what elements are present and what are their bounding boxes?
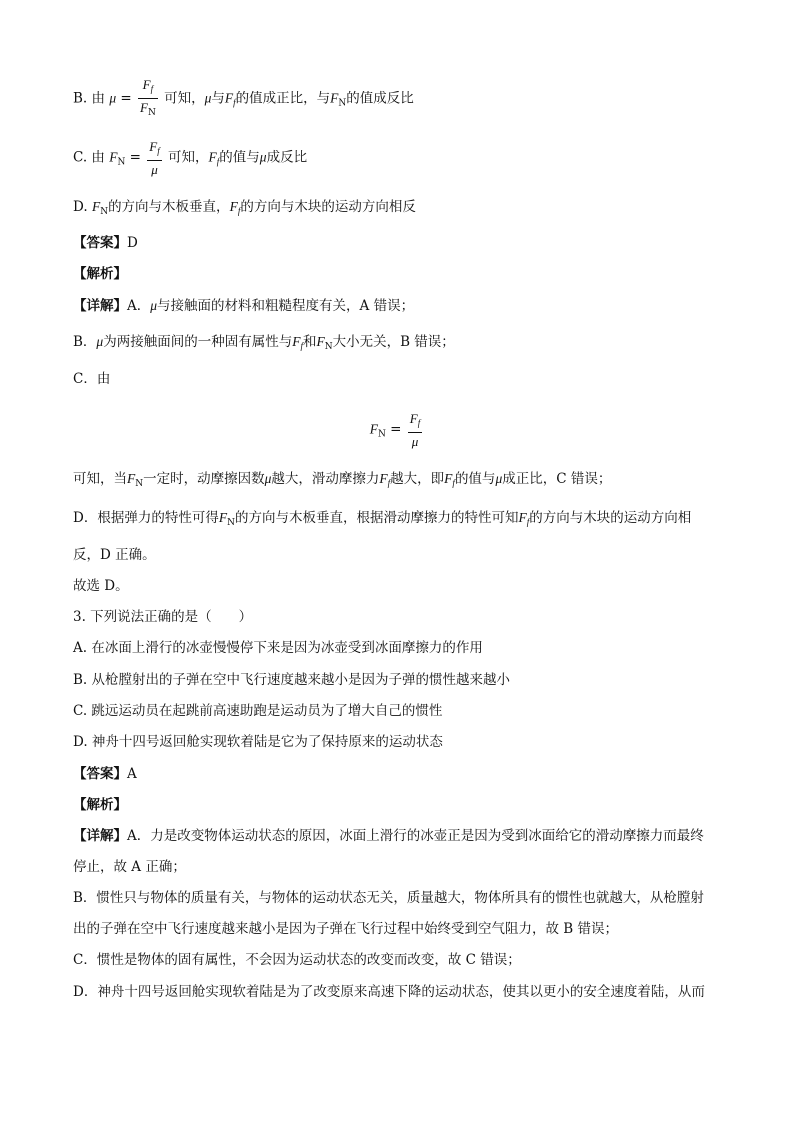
q3-detail-d: D．神舟十四号返回舱实现软着陆是为了改变原来高速下降的运动状态，使其以更小的安全速度着陆，从而	[73, 984, 705, 1000]
q3-analysis-heading: 【解析】	[73, 797, 127, 813]
q3-detail-a: 【详解】A．力是改变物体运动状态的原因，冰面上滑行的冰壶正是因为受到冰面给它的滑动摩擦力而最终	[73, 828, 704, 844]
q3-detail-b: B．惯性只与物体的质量有关，与物体的运动状态无关，质量越大，物体所具有的惯性也就越大，从枪膛射	[73, 890, 704, 906]
fraction-ff-over-fn: $\frac{F_f}{F_N}$	[140, 77, 156, 118]
q2-detail-b: B．μ为两接触面间的一种固有属性与$F_f$和$F_N$大小无关，B 错误；	[73, 334, 455, 352]
q3-option-d: D. 神舟十四号返回舱实现软着陆是它为了保持原来的运动状态	[73, 734, 443, 750]
q2-analysis-heading: 【解析】	[73, 266, 127, 282]
q3-stem: 3. 下列说法正确的是（ ）	[73, 609, 253, 625]
q2-detail-a: 【详解】A．μ与接触面的材料和粗糙程度有关，A 错误；	[73, 298, 415, 314]
fraction-formula: $\frac{F_f}{\mu}$	[409, 411, 421, 449]
q2-conclusion: 故选 D。	[73, 578, 129, 594]
q3-option-c: C. 跳远运动员在起跳前高速助跑是运动员为了增大自己的惯性	[73, 703, 443, 719]
option-b: B. 由 μ = $\frac{F_f}{F_N}$ 可知，μ与$F_f$的值成正比，与$F_N$的值成反比	[73, 76, 414, 122]
q2-detail-d-cont: 反，D 正确。	[73, 547, 156, 563]
option-d: D. $F_N$的方向与木板垂直，$F_f$的方向与木块的运动方向相反	[73, 199, 416, 217]
q3-option-b: B. 从枪膛射出的子弹在空中飞行速度越来越小是因为子弹的惯性越来越小	[73, 672, 511, 688]
q3-option-a: A. 在冰面上滑行的冰壶慢慢停下来是因为冰壶受到冰面摩擦力的作用	[73, 640, 483, 656]
fraction-ff-over-mu: $\frac{F_f}{\mu}$	[149, 139, 160, 177]
q3-detail-b-cont: 出的子弹在空中飞行速度越来越小是因为子弹在飞行过程中始终受到空气阻力，故 B 错误；	[73, 921, 619, 937]
q3-answer: 【答案】A	[73, 766, 137, 782]
q2-detail-c-head: C．由	[73, 371, 111, 387]
q2-answer: 【答案】D	[73, 235, 138, 251]
q3-detail-a-cont: 停止，故 A 正确；	[73, 859, 186, 875]
q2-formula: $F_N$ = $\frac{F_f}{\mu}$	[369, 411, 421, 449]
option-c: C. 由 $F_N$ = $\frac{F_f}{\mu}$ 可知，$F_f$的值与μ成反比	[73, 139, 308, 177]
q2-detail-d: D．根据弹力的特性可得$F_N$的方向与木板垂直，根据滑动摩擦力的特性可知$F_f$的方向与木块的运动方向相	[73, 510, 692, 528]
q2-detail-c-tail: 可知，当$F_N$一定时，动摩擦因数μ越大，滑动摩擦力$F_f$越大，即$F_f$的值与μ成正比，C 错误；	[73, 471, 612, 489]
q3-detail-c: C．惯性是物体的固有属性，不会因为运动状态的改变而改变，故 C 错误；	[73, 952, 521, 968]
